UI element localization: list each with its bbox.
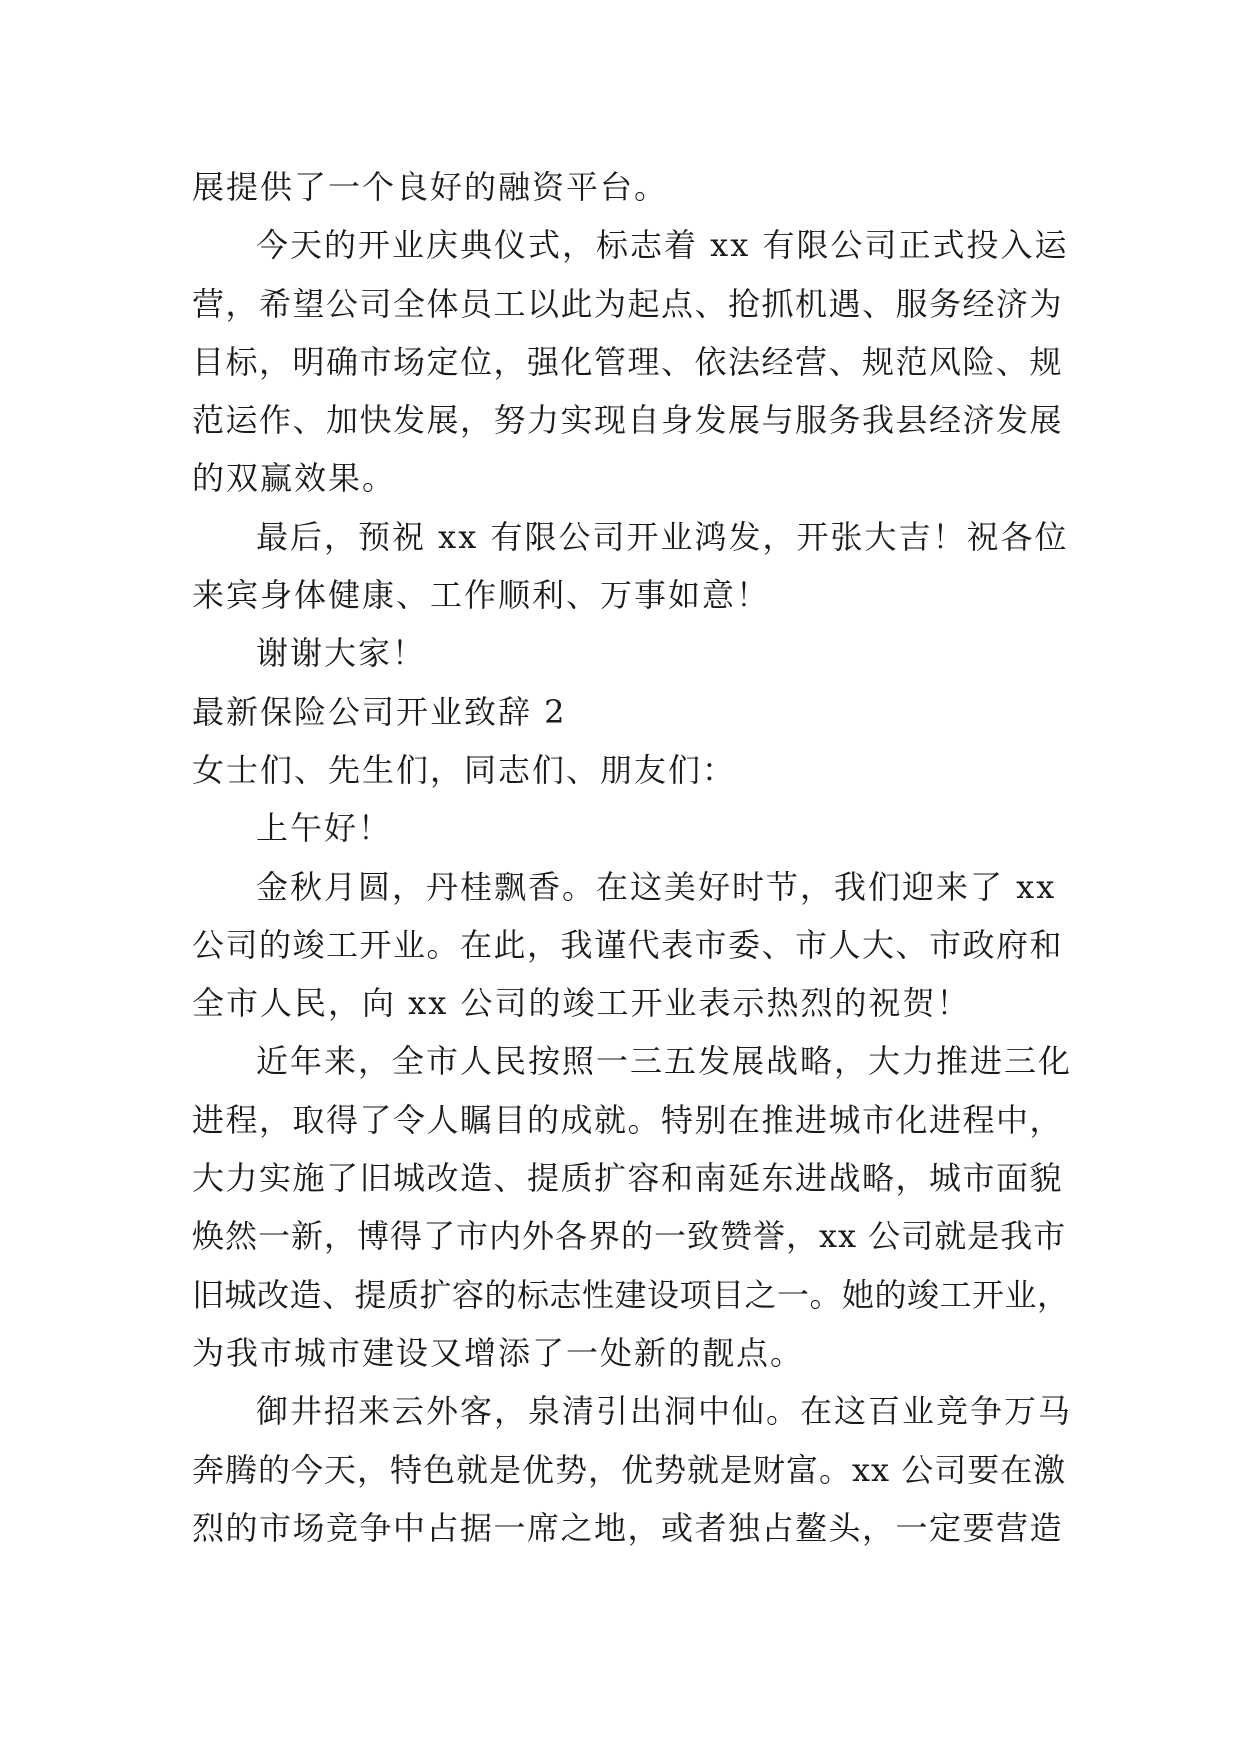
text-line: 的双赢效果。: [192, 459, 397, 498]
text-line: 御井招来云外客，泉清引出洞中仙。在这百业竞争万马: [256, 1392, 1073, 1431]
text-line: 金秋月圆，丹桂飘香。在这美好时节，我们迎来了 xx: [256, 867, 1057, 906]
text-line: 大力实施了旧城改造、提质扩容和南延东进战略，城市面貌: [192, 1159, 1064, 1198]
text-line: 展提供了一个良好的融资平台。: [192, 168, 669, 206]
text-line: 旧城改造、提质扩容的标志性建设项目之一。她的竣工开业，: [192, 1275, 1070, 1314]
text-line: 焕然一新，博得了市内外各界的一致赞誉，xx 公司就是我市: [192, 1217, 1067, 1256]
text-line: 来宾身体健康、工作顺利、万事如意！: [192, 576, 771, 615]
text-line: 谢谢大家！: [256, 634, 427, 673]
text-line: 全市人民，向 xx 公司的竣工开业表示热烈的祝贺！: [192, 984, 971, 1023]
text-line: 营，希望公司全体员工以此为起点、抢抓机遇、服务经济为: [192, 284, 1064, 323]
text-line: 奔腾的今天，特色就是优势，优势就是财富。xx 公司要在激: [192, 1450, 1067, 1489]
text-line: 最后，预祝 xx 有限公司开业鸿发，开张大吉！祝各位: [256, 517, 1069, 556]
text-line: 为我市城市建设又增添了一处新的靓点。: [192, 1333, 805, 1372]
document-body: [192, 158, 1072, 1557]
text-line: 范运作、加快发展，努力实现自身发展与服务我县经济发展: [192, 401, 1064, 440]
text-line: 目标，明确市场定位，强化管理、依法经营、规范风险、规: [192, 342, 1064, 381]
salutation: 女士们、先生们，同志们、朋友们：: [192, 750, 737, 789]
text-line: 烈的市场竞争中占据一席之地，或者独占鳌头，一定要营造: [192, 1508, 1064, 1547]
text-line: 进程，取得了令人瞩目的成就。特别在推进城市化进程中，: [192, 1100, 1064, 1139]
text-line: 上午好！: [256, 809, 393, 848]
text-line: 今天的开业庆典仪式，标志着 xx 有限公司正式投入运: [256, 226, 1069, 265]
text-line: 近年来，全市人民按照一三五发展战略，大力推进三化: [256, 1042, 1073, 1081]
text-line: 公司的竣工开业。在此，我谨代表市委、市人大、市政府和: [192, 925, 1064, 964]
section-heading: 最新保险公司开业致辞 2: [192, 692, 567, 731]
